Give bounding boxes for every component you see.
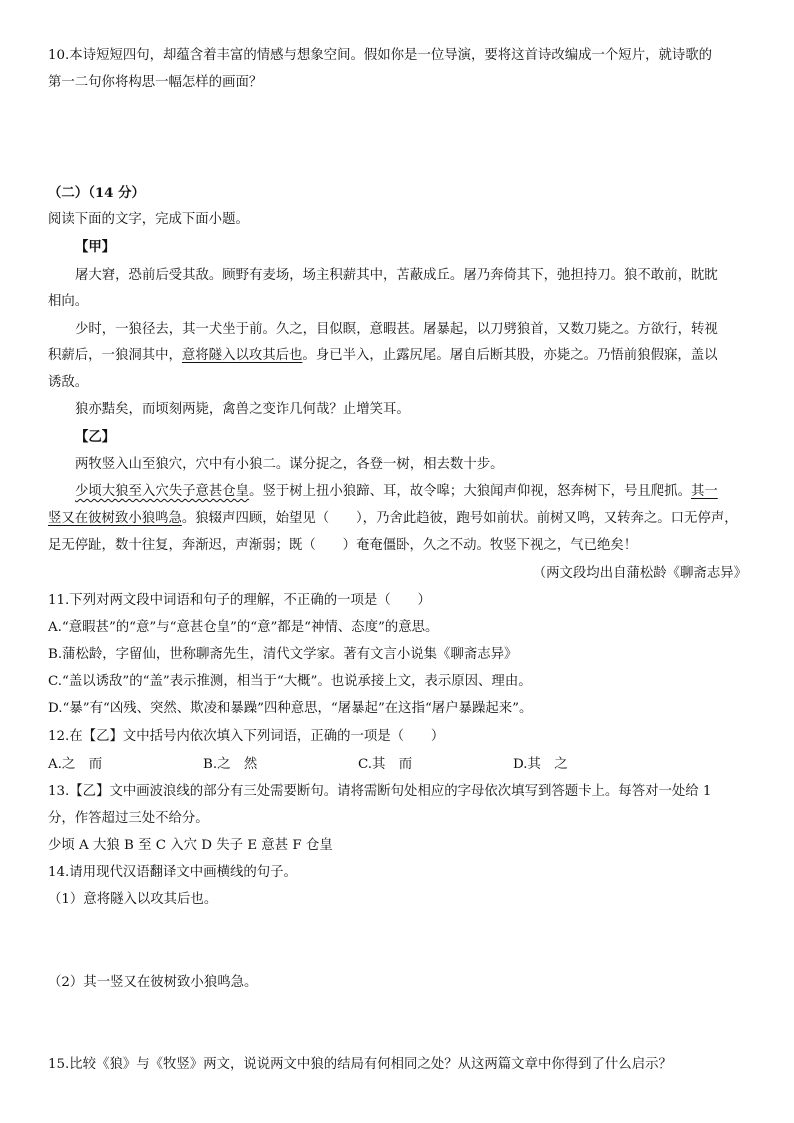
section-instruction: 阅读下面的文字，完成下面小题。 [48,212,249,227]
passage-yi-p2-line-1 [75,483,750,501]
yi-wavy-line-text: 少顷大狼至入穴失子意甚仓皇 [75,484,250,499]
yi-p2-text-b: 。狼辍声四顾，始望见（ ），乃舍此趋彼，跑号如前状。前树又鸣，又转奔之。口无停声， [181,511,738,526]
q12-stem: 12.在【乙】文中括号内依次填入下列词语，正确的一项是（ ） [48,729,445,744]
q13-line-1: 13.【乙】文中画波浪线的部分有三处需要断句。请将需断句处相应的字母依次填写到答题卡上。每答对一处给 1 [48,784,712,799]
q11-stem: 11.下列对两文段中词语和句子的理解，不正确的一项是（ ） [48,593,431,608]
passage-jia-label: 【甲】 [75,239,116,255]
passage-source: （两文段均出自蒲松龄《聊斋志异》 [532,566,747,581]
q14-sentence-2: （2）其一竖又在彼树致小狼鸣急。 [48,975,258,990]
q14-stem: 14.请用现代汉语翻译文中画横线的句子。 [48,865,297,880]
q12-option-b: B.之 然 [203,757,258,772]
yi-underlined-text-2: 竖又在彼树致小狼鸣急 [48,511,182,526]
q11-option-a: A.“意暇甚”的“意”与“意甚仓皇”的“意”都是“神情、态度”的意思。 [48,620,439,635]
passage-jia-p1-line-2: 相向。 [48,294,89,309]
q11-option-b: B.蒲松龄，字留仙，世称聊斋先生，清代文学家。著有文言小说集《聊斋志异》 [48,647,518,662]
q12-option-c: C.其 而 [358,757,413,772]
q11-option-c: C.“盖以诱敌”的“盖”表示推测，相当于“大概”。也说承接上文，表示原因、理由。 [48,674,532,689]
passage-yi-p1: 两牧竖入山至狼穴，穴中有小狼二。谋分捉之，各登一树，相去数十步。 [75,457,504,472]
passage-jia-p2-line-3: 诱敌。 [48,375,89,390]
q12-options [48,756,750,774]
passage-yi-p2-line-3: 足无停趾，数十往复，奔渐迟，声渐弱；既（ ）奄奄僵卧，久之不动。牧竖下视之，气已绝矣！ [48,538,638,553]
jia-underlined-sentence: 意将隧入以攻其后也 [181,348,303,363]
passage-jia-p1-line-1: 屠大窘，恐前后受其敌。顾野有麦场，场主积薪其中，苫蔽成丘。屠乃奔倚其下，弛担持刀。狼不敢前，眈眈 [75,268,718,283]
q13-line-3: 少顷 A 大狼 B 至 C 入穴 D 失子 E 意甚 F 仓皇 [48,838,333,853]
jia-p2-text-b: 。身已半入，止露尻尾。屠自后断其股，亦毙之。乃悟前狼假寐，盖以 [302,348,718,363]
q12-option-a: A.之 而 [48,757,103,772]
q10-line-1: 10.本诗短短四句，却蕴含着丰富的情感与想象空间。假如你是一位导演，要将这首诗改编成一个短片，就诗歌的 [48,48,713,63]
passage-yi-p2-line-2 [48,510,750,528]
q13-line-2: 分，作答超过三处不给分。 [48,811,209,826]
passage-yi-label: 【乙】 [75,429,116,445]
q10-line-2: 第一二句你将构思一幅怎样的画面？ [48,75,263,90]
q15-stem: 15.比较《狼》与《牧竖》两文，说说两文中狼的结局有何相同之处？从这两篇文章中你得到了什么启示？ [48,1057,672,1072]
yi-underlined-text-1: 其一 [690,484,718,499]
q11-option-d: D.“暴”有“凶残、突然、欺凌和暴躁”四种意思，“屠暴起”在这指“屠户暴躁起来”。 [48,701,533,716]
passage-jia-p3: 狼亦黠矣，而顷刻两毙，禽兽之变诈几何哉？止增笑耳。 [75,402,410,417]
section-header: （二）（14 分） [48,185,145,201]
jia-p2-text-a: 积薪后，一狼洞其中， [48,348,182,363]
q14-sentence-1: （1）意将隧入以攻其后也。 [48,892,218,907]
passage-jia-p2-line-1: 少时，一狼径去，其一犬坐于前。久之，目似瞑，意暇甚。屠暴起，以刀劈狼首，又数刀毙之。方欲行，转视 [75,322,718,337]
passage-jia-p2-line-2 [48,347,750,365]
q12-option-d: D.其 之 [513,757,568,772]
yi-p2-text-a: 。竖于树上扭小狼蹄、耳，故令嗥；大狼闻声仰视，怒奔树下，号且爬抓。 [249,484,691,499]
